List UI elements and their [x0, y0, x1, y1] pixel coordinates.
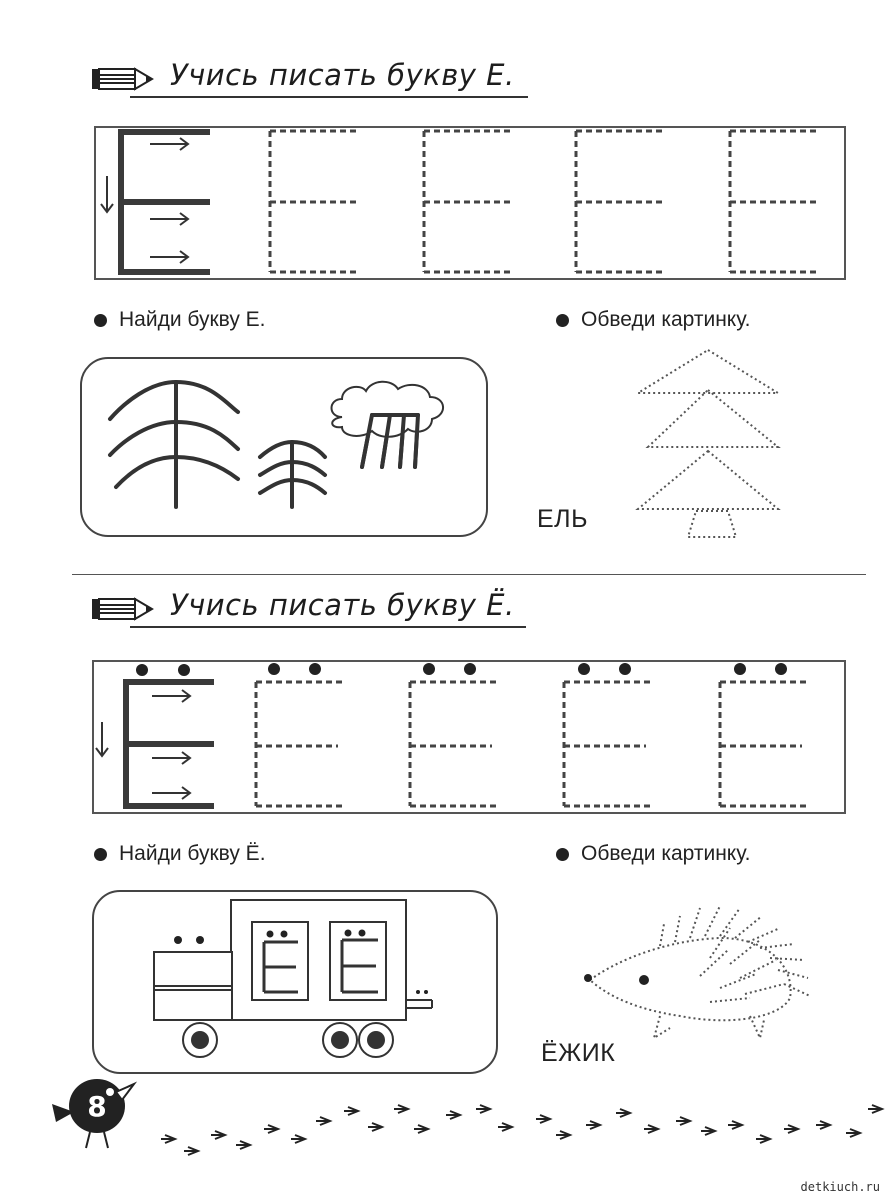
footprint-icon — [816, 1121, 830, 1129]
pencil-icon — [90, 64, 160, 94]
footprint-icon — [556, 1131, 570, 1139]
hedgehog-tracing — [580, 898, 820, 1048]
footprint-icon — [211, 1131, 225, 1139]
footprint-icon — [344, 1107, 358, 1115]
footprint-icon — [846, 1129, 860, 1137]
arrow-down-icon — [96, 722, 108, 756]
footprint-icon — [414, 1125, 428, 1133]
footprint-icon — [264, 1125, 278, 1133]
watermark-text: detkiuch.ru — [800, 1180, 880, 1194]
title-underline — [130, 96, 528, 98]
footprint-icon — [784, 1125, 798, 1133]
truck-wheels — [183, 1023, 393, 1057]
footprint-icon — [756, 1135, 770, 1143]
arrow-down-icon — [101, 176, 113, 212]
picture-word-yozhik: ЁЖИК — [541, 1039, 616, 1067]
find-letter-e-label: Найди букву Е. — [119, 308, 266, 331]
footprint-icon — [368, 1123, 382, 1131]
footprint-icon — [728, 1121, 742, 1129]
section-divider — [72, 574, 866, 575]
bullet-icon — [556, 314, 569, 327]
page-number: 8 — [87, 1090, 107, 1123]
forest-picture — [80, 357, 486, 535]
footprint-icon — [236, 1141, 250, 1149]
title-underline — [130, 626, 526, 628]
letter-yo-writing-strokes — [92, 660, 844, 812]
find-letter-yo-label: Найди букву Ё. — [119, 842, 266, 865]
footprint-icon — [394, 1105, 408, 1113]
pencil-icon — [90, 594, 160, 624]
bullet-icon — [94, 314, 107, 327]
footprint-icon — [586, 1121, 600, 1129]
footprint-icon — [498, 1123, 512, 1131]
find-letter-yo-instruction — [94, 842, 266, 866]
fir-tree-tracing — [630, 345, 790, 545]
section-e-title: Учись писать букву Е. — [170, 58, 515, 92]
footprint-icon — [446, 1111, 460, 1119]
find-letter-e-instruction — [94, 308, 266, 332]
footprint-icon — [676, 1117, 690, 1125]
truck-picture — [92, 890, 496, 1072]
footprint-icon — [868, 1105, 882, 1113]
footprint-icon — [161, 1135, 175, 1143]
footprint-icon — [701, 1127, 715, 1135]
trace-picture-label: Обведи картинку. — [581, 308, 751, 331]
footprints-trail — [120, 1095, 886, 1165]
bullet-icon — [556, 848, 569, 861]
picture-word-el: ЕЛЬ — [537, 505, 588, 533]
bullet-icon — [94, 848, 107, 861]
footprint-icon — [536, 1115, 550, 1123]
footprint-icon — [644, 1125, 658, 1133]
footprint-icon — [616, 1109, 630, 1117]
footprint-icon — [316, 1117, 330, 1125]
trace-picture-label: Обведи картинку. — [581, 842, 751, 865]
trace-picture-instruction — [556, 842, 750, 866]
footprint-icon — [476, 1105, 490, 1113]
trace-picture-instruction — [556, 308, 750, 332]
footprint-icon — [291, 1135, 305, 1143]
section-yo-title: Учись писать букву Ё. — [170, 588, 515, 622]
footprint-icon — [184, 1147, 198, 1155]
letter-e-writing-strokes — [94, 126, 844, 278]
